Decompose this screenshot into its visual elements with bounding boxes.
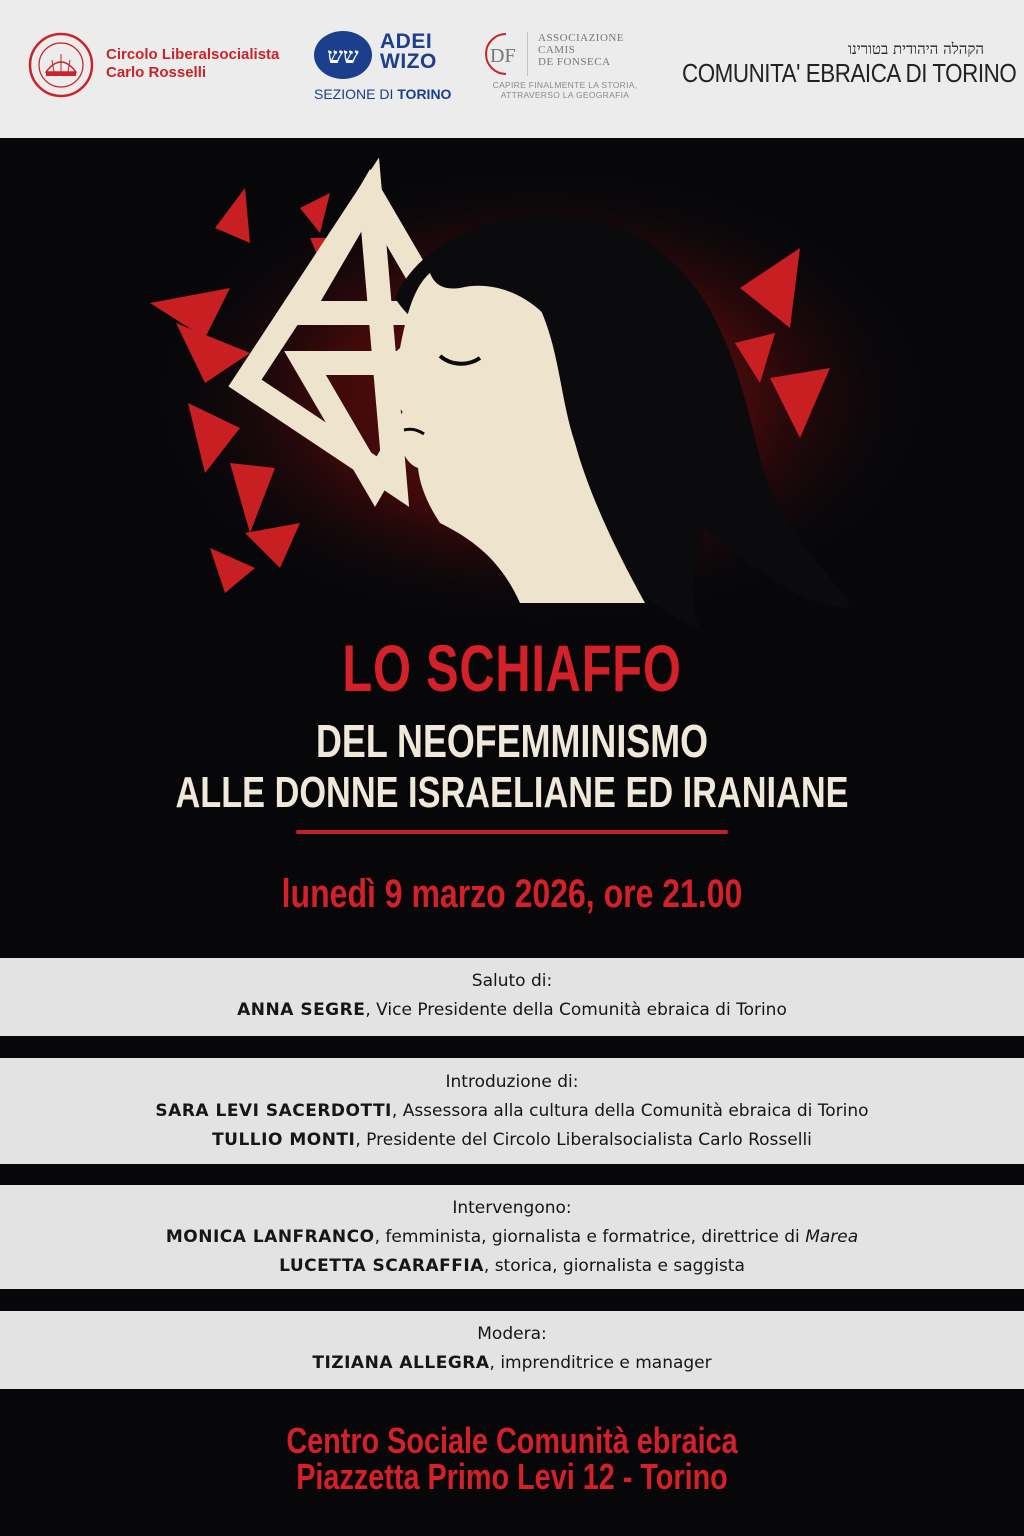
venue-name: Centro Sociale Comunità ebraica <box>286 1420 738 1461</box>
intervengono-label: Intervengono: <box>452 1198 572 1218</box>
speaker-name: TIZIANA ALLEGRA <box>312 1353 490 1373</box>
speaker-role: , Presidente del Circolo Liberalsocialista Carlo Rosselli <box>355 1130 812 1150</box>
cdf-monogram-icon <box>480 30 528 78</box>
event-title-line3: ALLE DONNE ISRAELIANE ED IRANIANE <box>175 768 849 817</box>
circolo-name-line1: Circolo Liberalsocialista <box>106 46 280 63</box>
saluto-speaker <box>0 996 1024 1025</box>
speaker-name: MONICA LANFRANCO <box>165 1227 375 1247</box>
title-divider <box>296 830 728 834</box>
wizo-section-city: TORINO <box>397 86 452 102</box>
modera-speaker <box>0 1349 1024 1378</box>
wizo-section-prefix: SEZIONE DI <box>314 86 394 102</box>
camis-de-fonseca-logo <box>480 30 660 110</box>
intervengono-speaker-1 <box>0 1223 1024 1252</box>
intervengono-band <box>0 1185 1024 1289</box>
event-date: lunedì 9 marzo 2026, ore 21.00 <box>281 872 743 916</box>
introduzione-speaker-2 <box>0 1126 1024 1155</box>
cdf-name-line2: CAMIS <box>538 44 576 56</box>
venue-address: Piazzetta Primo Levi 12 - Torino <box>296 1456 728 1497</box>
event-title-main: LO SCHIAFFO <box>342 631 682 705</box>
cdf-name-line3: DE FONSECA <box>538 56 611 68</box>
introduzione-label: Introduzione di: <box>445 1072 579 1092</box>
circolo-rosselli-logo <box>28 32 298 104</box>
speaker-name: TULLIO MONTI <box>212 1130 356 1150</box>
wizo-section <box>314 86 451 102</box>
speaker-name: ANNA SEGRE <box>237 1000 366 1020</box>
cdf-tagline-2: ATTRAVERSO LA GEOGRAFIA <box>500 90 630 100</box>
event-title-line2: DEL NEOFEMMINISMO <box>315 715 709 767</box>
speaker-role: , Vice Presidente della Comunità ebraica di Torino <box>365 1000 787 1020</box>
adei-wizo-logo <box>312 28 452 108</box>
speaker-name: SARA LEVI SACERDOTTI <box>155 1101 392 1121</box>
hero-illustration <box>0 138 1024 658</box>
speaker-role: , Assessora alla cultura della Comunità ebraica di Torino <box>391 1101 869 1121</box>
speaker-role: , imprenditrice e manager <box>489 1353 712 1373</box>
svg-text:שש: שש <box>327 43 359 69</box>
sponsor-header <box>0 0 1024 138</box>
modera-label: Modera: <box>477 1324 547 1344</box>
modera-band <box>0 1311 1024 1389</box>
introduzione-band <box>0 1058 1024 1164</box>
speaker-role: , storica, giornalista e saggista <box>483 1256 745 1276</box>
saluto-band <box>0 958 1024 1036</box>
circolo-name-line2: Carlo Rosselli <box>106 64 207 81</box>
speaker-name: LUCETTA SCARAFFIA <box>279 1256 484 1276</box>
intervengono-speaker-2 <box>0 1252 1024 1281</box>
wizo-line1: ADEI <box>380 30 433 53</box>
magazine-title: Marea <box>805 1227 859 1247</box>
cdf-name-line1: ASSOCIAZIONE <box>538 32 625 44</box>
speaker-role: , femminista, giornalista e formatrice, direttrice di <box>374 1227 806 1247</box>
comunita-ebraica-torino-logo <box>682 40 1017 100</box>
cdf-tagline-1: CAPIRE FINALMENTE LA STORIA, <box>492 80 638 90</box>
cet-latin-name: COMUNITA' EBRAICA DI TORINO <box>682 58 1017 88</box>
hero-section <box>0 138 1024 958</box>
saluto-label: Saluto di: <box>471 971 553 991</box>
svg-text:DF: DF <box>490 45 516 67</box>
wizo-emblem-icon <box>312 28 374 82</box>
cet-hebrew-name: הקהלה היהודית בטורינו <box>848 40 984 58</box>
circolo-seal-icon <box>28 32 94 98</box>
introduzione-speaker-1 <box>0 1097 1024 1126</box>
wizo-line2: WIZO <box>380 50 437 73</box>
